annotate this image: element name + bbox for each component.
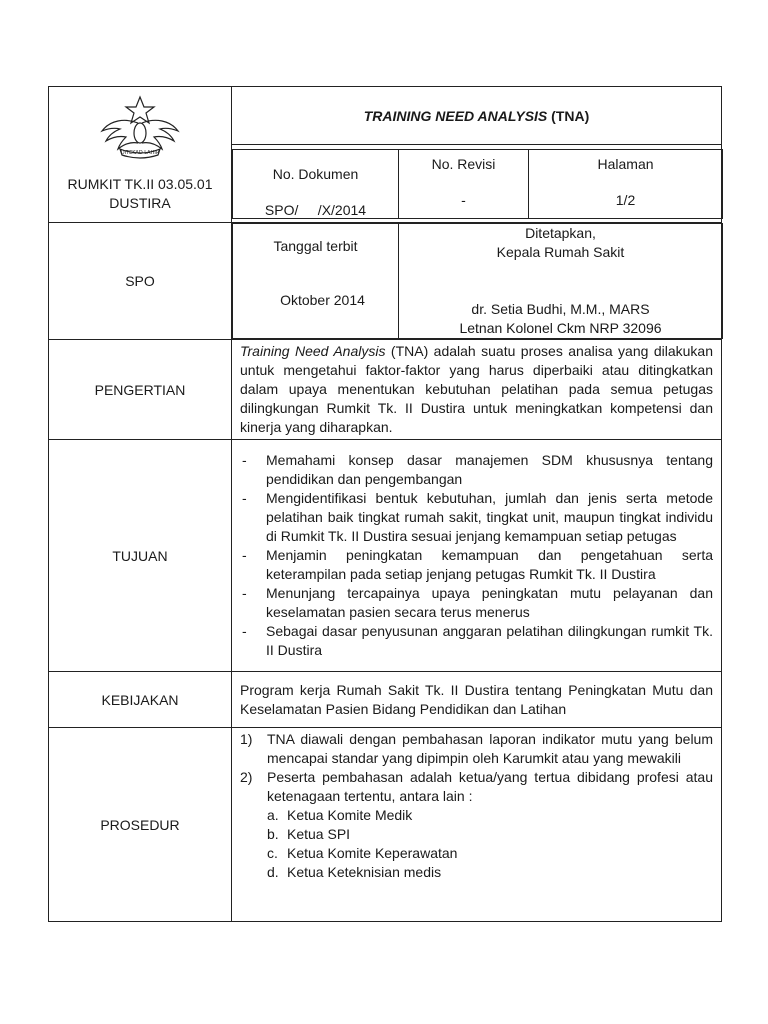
title-plain: (TNA): [547, 107, 590, 124]
list-item: d. Ketua Keteknisian medis: [267, 864, 442, 880]
doc-info-grid: [232, 149, 723, 219]
halaman-value: 1/2: [615, 191, 636, 208]
kebijakan-body: Program kerja Rumah Sakit Tk. II Dustira tentang Peningkatan Mutu dan Keselamatan Pasien Bidang Pendidikan dan Latihan: [240, 681, 713, 717]
pengertian-body: (TNA) adalah suatu proses analisa yang dilakukan untuk mengetahui faktor-faktor yang harus diperbaiki atau ditingkatkan dalam upaya menentukan kebutuhan pelatihan pada semua petugas dilingkungan Rumkit Tk. II Dustira untuk meningkatkan kompetensi dan kinerja yang diharapkan.: [240, 343, 737, 435]
signer-rank: Letnan Kolonel Ckm NRP 32096: [459, 320, 662, 336]
list-item: - Menjamin peningkatan kemampuan dan pengetahuan serta keterampilan pada setiap jenjang petugas Rumkit Tk. II Dustira: [240, 546, 713, 584]
signer-name: dr. Setia Budhi, M.M., MARS: [471, 301, 650, 317]
list-item: - Sebagai dasar penyusunan anggaran pelatihan dilingkungan rumkit Tk. II Dustira: [240, 622, 713, 660]
no-revisi-value: -: [461, 191, 466, 208]
svg-text:DITEKAD LAHIR: DITEKAD LAHIR: [120, 150, 160, 156]
spo-info-cell: [232, 223, 722, 340]
tanggal-terbit-label: Tanggal terbit: [273, 238, 358, 254]
org-sub: DUSTIRA: [109, 195, 171, 211]
prosedur-steps: [232, 728, 721, 884]
doc-info-cell: [232, 145, 722, 223]
list-item: c. Ketua Komite Keperawatan: [267, 845, 458, 861]
list-item: 1) TNA diawali dengan pembahasan laporan indikator mutu yang belum mencapai standar yang dipimpin oleh Karumkit atau yang mewakili: [240, 731, 713, 766]
prosedur-label: PROSEDUR: [49, 728, 232, 922]
tujuan-label: TUJUAN: [49, 440, 232, 672]
org-name: RUMKIT TK.II 03.05.01: [67, 176, 213, 192]
tujuan-list-cell: [232, 440, 722, 672]
kebijakan-label: KEBIJAKAN: [49, 672, 232, 728]
no-dokumen-label: No. Dokumen: [272, 165, 359, 182]
pengertian-term: Training Need Analysis: [240, 343, 386, 359]
no-revisi-label: No. Revisi: [431, 155, 496, 172]
prosedur-sub-list: [267, 806, 713, 882]
list-item: b. Ketua SPI: [267, 826, 351, 842]
document-title: [232, 87, 722, 145]
hospital-emblem-logo: [49, 87, 231, 161]
list-item: - Mengidentifikasi bentuk kebutuhan, jumlah dan jenis serta metode pelatihan baik tingkat rumah sakit, tingkat unit, maupun tingkat individu di Rumkit Tk. II Dustira sesuai jenjang kemampuan setiap petugas: [240, 489, 713, 546]
list-item: a. Ketua Komite Medik: [267, 807, 413, 823]
spo-document-table: [48, 86, 737, 922]
org-cell: [49, 87, 232, 223]
halaman-label: Halaman: [597, 155, 654, 172]
tujuan-list: [232, 449, 721, 662]
list-item: - Memahami konsep dasar manajemen SDM khususnya tentang pendidikan dan pengembangan: [240, 451, 713, 489]
list-item: - Menunjang tercapainya upaya peningkatan mutu pelayanan dan keselamatan pasien secara terus menerus: [240, 584, 713, 622]
kebijakan-text: [232, 672, 722, 728]
pengertian-label: PENGERTIAN: [49, 340, 232, 440]
spo-label: SPO: [49, 223, 232, 340]
spo-info-grid: [232, 223, 723, 339]
no-dokumen-value: SPO/ /X/2014: [264, 201, 367, 218]
list-item: 2) Peserta pembahasan adalah ketua/yang tertua dibidang profesi atau ketenagaan tertentu, antara lain : a. Ketua Komite Medik b. Ketua SPI c. Ketua Komite Keperawatan d. Ketua Keteknisian medis: [240, 769, 713, 880]
pengertian-text: [232, 340, 737, 440]
ditetapkan-text: Ditetapkan,: [525, 225, 596, 241]
prosedur-cell: [232, 728, 722, 922]
jabatan-text: Kepala Rumah Sakit: [496, 244, 625, 260]
tanggal-terbit-value: Oktober 2014: [280, 292, 365, 308]
title-italic: TRAINING NEED ANALYSIS: [363, 107, 548, 124]
